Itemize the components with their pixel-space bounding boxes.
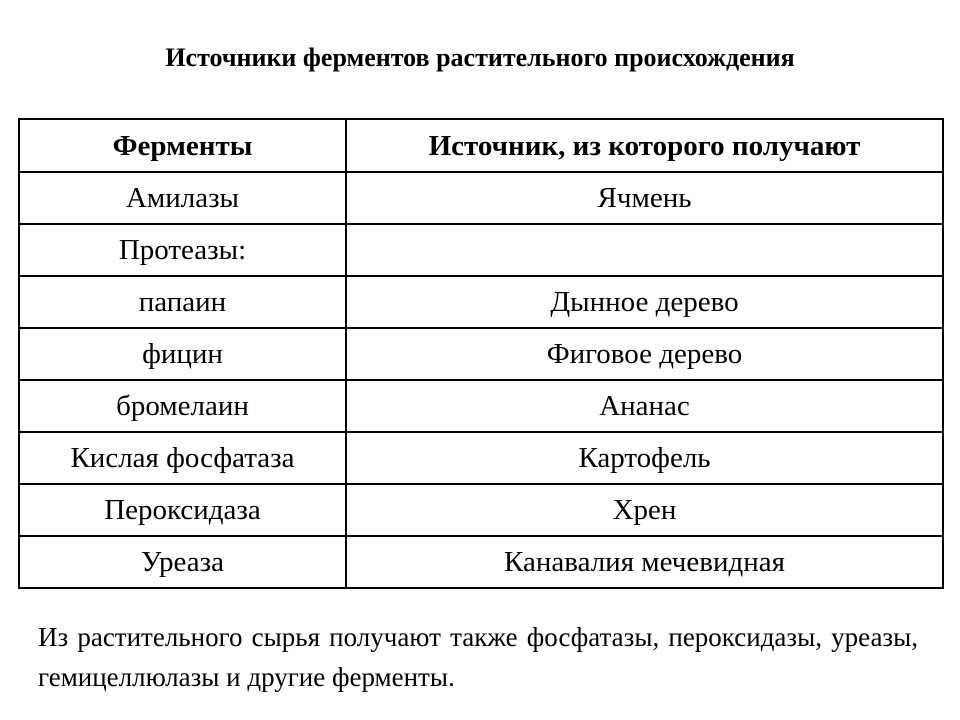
table-row <box>19 432 943 484</box>
source-cell: Дынное дерево <box>346 276 943 328</box>
enzyme-cell: бромелаин <box>19 380 346 432</box>
table-row <box>19 380 943 432</box>
source-cell: Канавалия мечевидная <box>346 536 943 588</box>
table-row <box>19 172 943 224</box>
table-header-row <box>19 119 943 172</box>
source-cell: Картофель <box>346 432 943 484</box>
enzyme-cell: Кислая фосфатаза <box>19 432 346 484</box>
table-row <box>19 536 943 588</box>
column-header-source: Источник, из которого получают <box>346 119 943 172</box>
table-row <box>19 224 943 276</box>
source-cell <box>346 224 943 276</box>
source-cell: Ананас <box>346 380 943 432</box>
enzyme-sources-table <box>18 118 944 589</box>
source-cell: Фиговое дерево <box>346 328 943 380</box>
enzyme-cell: Протеазы: <box>19 224 346 276</box>
column-header-enzymes: Ферменты <box>19 119 346 172</box>
page-title: Источники ферментов растительного происхождения <box>165 43 795 72</box>
table-row <box>19 484 943 536</box>
enzyme-cell: Амилазы <box>19 172 346 224</box>
enzyme-cell: Пероксидаза <box>19 484 346 536</box>
footnote-paragraph: Из растительного сырья получают также фосфатазы, пероксидазы, уреазы, гемицеллюлазы и другие ферменты. <box>38 622 918 692</box>
source-cell: Хрен <box>346 484 943 536</box>
table-row <box>19 276 943 328</box>
table-row <box>19 328 943 380</box>
source-cell: Ячмень <box>346 172 943 224</box>
enzyme-cell: фицин <box>19 328 346 380</box>
enzyme-cell: папаин <box>19 276 346 328</box>
enzyme-cell: Уреаза <box>19 536 346 588</box>
